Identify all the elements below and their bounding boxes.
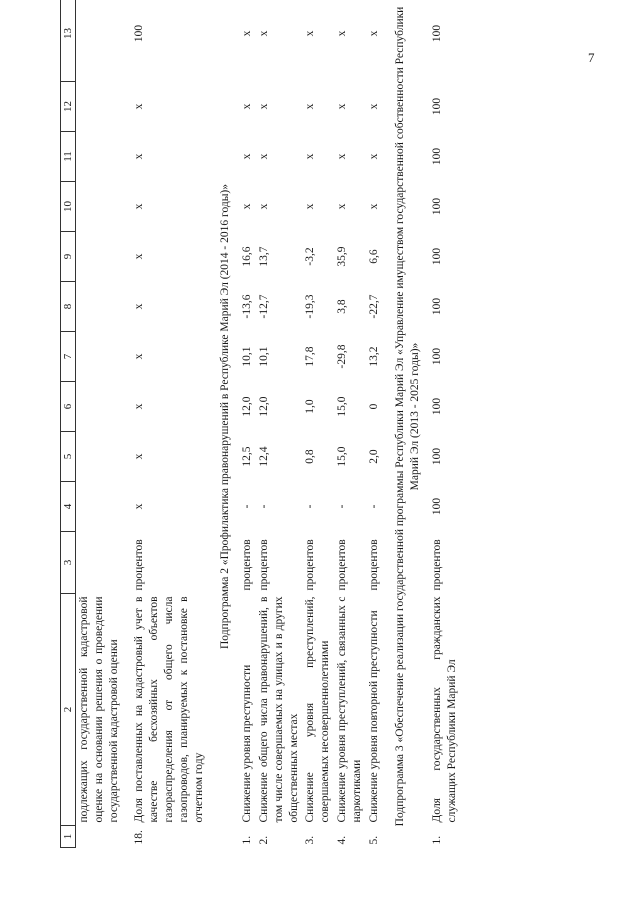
cell: -	[368, 504, 381, 509]
cell: х	[257, 153, 270, 160]
table-row	[429, 0, 461, 848]
cell: х	[304, 30, 317, 37]
row-unit: процентов	[368, 539, 381, 591]
cell: -22,7	[368, 294, 381, 319]
col-header: 4	[61, 482, 76, 532]
col-header: 11	[61, 132, 76, 182]
col-header: 10	[61, 182, 76, 232]
cell: х	[133, 403, 146, 410]
cell: 100	[133, 24, 146, 43]
row-unit: процентов	[336, 539, 349, 591]
subprogram-2-title: Подпрограмма 2 «Профилактика правонарушений в Республике Марий Эл (2014 - 2016 годы)»	[218, 183, 231, 650]
cell: х	[240, 30, 253, 37]
indicators-table	[60, 0, 461, 848]
cell: х	[240, 153, 253, 160]
row-description: Доля государственных гражданских служащих Республики Марий Эл	[431, 596, 458, 823]
table-row	[76, 0, 123, 848]
row-description: Снижение уровня повторной преступности	[368, 610, 381, 823]
cell: 12,5	[240, 446, 253, 467]
cell: х	[133, 453, 146, 460]
cell: 100	[431, 97, 444, 116]
cell: 1,0	[304, 399, 317, 414]
cell: 12,4	[257, 446, 270, 467]
col-header: 3	[61, 532, 76, 594]
row-unit: процентов	[431, 539, 444, 591]
cell: 12,0	[257, 396, 270, 417]
cell: -19,3	[304, 294, 317, 319]
cell: -29,8	[336, 344, 349, 369]
row-number: 2.	[257, 835, 270, 845]
table-row	[302, 0, 334, 848]
cell: 0,8	[304, 449, 317, 464]
rotated-table-container	[60, 0, 630, 848]
col-header: 5	[61, 432, 76, 482]
cell: х	[336, 203, 349, 210]
cell: 100	[431, 197, 444, 216]
row-unit: процентов	[240, 539, 253, 591]
row-description: Снижение уровня преступлений, совершаемых несовершеннолетними	[304, 596, 332, 823]
row-number: 5.	[368, 835, 381, 845]
col-header: 13	[61, 0, 76, 82]
cell: 100	[431, 24, 444, 43]
cell: х	[336, 30, 349, 37]
row-description: Снижение общего числа правонарушений, в том числе совершаемых на улицах и в других общественных местах	[257, 596, 300, 823]
cell: -12,7	[257, 294, 270, 319]
column-number-row	[61, 0, 76, 848]
cell: 3,8	[336, 299, 349, 314]
cell: х	[133, 153, 146, 160]
cell: 13,2	[368, 346, 381, 367]
cell: -	[240, 504, 253, 509]
cell: -	[257, 504, 270, 509]
cell: х	[257, 30, 270, 37]
cell: х	[257, 103, 270, 110]
row-unit: процентов	[257, 539, 270, 591]
row-number: 3.	[304, 835, 317, 845]
cell: х	[368, 153, 381, 160]
cell: х	[133, 203, 146, 210]
cell: -13,6	[240, 294, 253, 319]
row-description: Доля поставленных на кадастровый учет в качестве бесхозяйных объектов газораспределения от общего числа газопроводов, планируемых к постановке в отчетном году	[133, 596, 205, 823]
cell: х	[368, 203, 381, 210]
row-description: Снижение уровня преступности	[240, 664, 253, 823]
table-row	[334, 0, 366, 848]
row-unit: процентов	[133, 539, 146, 591]
cell: х	[240, 103, 253, 110]
cell: х	[336, 103, 349, 110]
cell: -	[304, 504, 317, 509]
cell: х	[133, 503, 146, 510]
col-header: 9	[61, 232, 76, 282]
cell: х	[133, 353, 146, 360]
page-number: 7	[588, 50, 595, 65]
cell: х	[304, 103, 317, 110]
cell: 15,0	[336, 446, 349, 467]
cell: 100	[431, 347, 444, 366]
cell: х	[240, 203, 253, 210]
cell: 17,8	[304, 346, 317, 367]
cell: х	[133, 103, 146, 110]
cell: 100	[431, 247, 444, 266]
cell: 16,6	[240, 246, 253, 267]
cell: х	[368, 30, 381, 37]
table-row	[256, 0, 303, 848]
subprogram-3-title: Подпрограмма 3 «Обеспечение реализации государственной программы Республики Марий Эл «Управление имуществом государственной собственности Республики Марий Эл (2013 - 2025 годы)»	[394, 6, 422, 827]
cell: 100	[431, 497, 444, 516]
row-unit: процентов	[304, 539, 317, 591]
row-description: подлежащих государственной кадастровой оценке на основании решения о проведении государственной кадастровой оценки	[78, 596, 121, 823]
cell: х	[304, 153, 317, 160]
row-number: 1.	[431, 835, 444, 845]
cell: 15,0	[336, 396, 349, 417]
table-row	[131, 0, 208, 848]
row-number: 4.	[336, 835, 349, 845]
cell: 100	[431, 397, 444, 416]
cell: х	[133, 303, 146, 310]
col-header: 7	[61, 332, 76, 382]
cell: 6,6	[368, 249, 381, 264]
cell: 12,0	[240, 396, 253, 417]
col-header: 2	[61, 594, 76, 826]
cell: х	[133, 253, 146, 260]
row-number: 18.	[133, 830, 146, 845]
cell: 100	[431, 297, 444, 316]
cell: 35,9	[336, 246, 349, 267]
cell: х	[368, 103, 381, 110]
col-header: 1	[61, 826, 76, 848]
table-row	[239, 0, 256, 848]
cell: -3,2	[304, 247, 317, 266]
col-header: 8	[61, 282, 76, 332]
cell: 100	[431, 147, 444, 166]
cell: 13,7	[257, 246, 270, 267]
row-number: 1.	[240, 835, 253, 845]
cell: 2,0	[368, 449, 381, 464]
cell: 10,1	[257, 346, 270, 367]
col-header: 6	[61, 382, 76, 432]
cell: х	[257, 203, 270, 210]
row-description: Снижение уровня преступлений, связанных с наркотиками	[336, 596, 364, 823]
cell: 100	[431, 447, 444, 466]
col-header: 12	[61, 82, 76, 132]
cell: х	[336, 153, 349, 160]
cell: -	[336, 504, 349, 509]
table-row	[366, 0, 383, 848]
cell: 10,1	[240, 346, 253, 367]
cell: х	[304, 203, 317, 210]
cell: 0	[368, 403, 381, 410]
